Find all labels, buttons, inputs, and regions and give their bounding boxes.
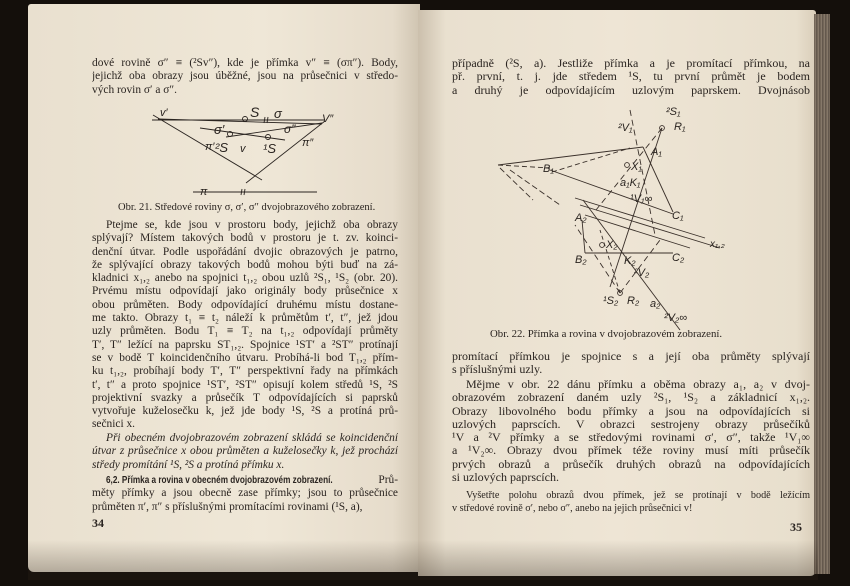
label: A₁	[651, 146, 662, 158]
text-line: prvých obrazů a průsečík druhých obrazů na odpovídajících	[452, 457, 810, 471]
label: ²V₂	[634, 267, 650, 279]
figure-21	[152, 115, 325, 195]
label: a₂	[650, 298, 661, 310]
text-line: si uzlových paprscích.	[452, 471, 559, 485]
text-line: případně (²S, a). Jestliže přímka a je promítací přímkou, na	[452, 57, 810, 70]
label: ²V₁	[618, 122, 633, 134]
text-line: s příslušnými uzly.	[452, 363, 543, 377]
figure-22-caption: Obr. 22. Přímka a rovina v dvojobrazovém zobrazení.	[490, 328, 723, 340]
text-line: Ptejme se, kde jsou v prostoru body, jejichž oba obrazy	[106, 219, 398, 231]
text-line: kladnici x₁,₂ anebo na spojnici t₁,₂ obou uzlů ²S₁, ¹S₂ (obr. 20).	[92, 272, 398, 285]
figure-21-caption: Obr. 21. Středové roviny σ, σ′, σ″ dvojobrazového zobrazení.	[118, 202, 376, 213]
text-line: splývají? Místem takových bodů v prostoru je t. zv. koinci-	[92, 232, 398, 245]
ray-A1	[498, 147, 643, 165]
label: C₁	[672, 210, 684, 222]
text-line: středy promítání ¹S, ²S a protíná přímku x.	[92, 458, 285, 471]
S-point	[243, 117, 248, 122]
text-line: T′, T″ ležící na paprsku ST₁,₂. Spojnice ¹ST′ a ²ST″ protínají	[92, 338, 398, 351]
tick-mark	[244, 189, 245, 195]
tick-mark	[241, 189, 242, 195]
text-line: vytvořuje kuželosečku k, jež jde body ¹S, ²S a protíná prů-	[92, 405, 398, 418]
text-line: uzlových paprscích. V obrazci sestrojeny obrazy průsečíků	[452, 417, 810, 431]
label: σ″	[284, 122, 296, 136]
label: A₂	[575, 212, 587, 224]
label: v′	[160, 107, 168, 119]
text-line: sečnici x.	[92, 418, 136, 431]
text-line: ku t₁,₂, probíhají body T′, T″ perspektivní řady na přímkách	[92, 365, 398, 378]
text-line: projektivní svazky a průsečík T odpovídajících si paprsků	[92, 391, 398, 404]
label: X₁	[631, 161, 642, 173]
text-line: t′, t″ a proto spojnice ¹ST′, ²ST″ opisují kolem středů ¹S, ²S	[92, 378, 398, 391]
label: ²V₂∞	[664, 312, 688, 324]
text-line: jejichž oba obrazy jsou úběžné, jsou na průsečnici v středo-	[92, 70, 398, 83]
label: B₂	[575, 254, 587, 266]
text-line: průměten π′, π″ s příslušnými promítacími rovinami (¹S, a),	[92, 500, 363, 513]
text-line: že splývající obrazy takových bodů mohou býti buď na zá-	[92, 258, 398, 271]
page-number-right: 35	[790, 520, 802, 534]
text-line: ¹V a ²V přímky a se středovými rovinami σ′, σ″, takže ¹V₁∞	[452, 431, 810, 445]
text-line: me takto. Obrazy t₁ ≡ t₂ náleží k průmětům t′, t″, jež jdou	[92, 312, 398, 325]
text-line: útvar z průsečnice x obou průměten a kuželosečky k, jež prochází	[92, 445, 398, 458]
label: v	[240, 143, 246, 155]
label: B₁	[543, 163, 554, 175]
text-line: v středové rovině σ′, nebo σ″, anebo na jejich průsečnici v!	[452, 503, 693, 514]
text-line: uzly průměten. Bodu T₁ ≡ T₂ na t₁,₂ odpovídají průměty	[92, 325, 398, 338]
text-line: a ¹V₂∞. Obrazy dvou přímek téže roviny musí míti průsečík	[452, 444, 810, 458]
point-X2	[600, 243, 605, 248]
text-line: Mějme v obr. 22 dánu přímku a oběma obrazy a₁, a₂ v dvoj-	[466, 378, 810, 391]
text-line: Prvému místu odpovídají jako originály body průsečnice x	[92, 285, 398, 298]
text-line: a druhý je odpovídajícím uzlovým paprskem. Dvojnásob	[452, 83, 810, 97]
dashed-ray	[500, 168, 533, 200]
text-line: obou průměten. Body odpovídající druhému místu dostane-	[92, 298, 398, 311]
text-line: denční útvar. Podle uspořádání dvojic obrazových je patrno,	[92, 245, 398, 258]
text-line: promítací přímkou je spojnice s a její oba průměty splývají	[452, 350, 810, 363]
label: V″	[322, 113, 334, 125]
label: a₁K₁	[620, 177, 641, 189]
text-line: vých rovin σ′ a σ″.	[92, 83, 177, 96]
point-X1	[625, 163, 630, 168]
text-line: dové rovině σ″ ≡ (²Sv″), kde je přímka v″ ≡ (σπ″). Body,	[92, 57, 398, 69]
label: ¹S	[263, 141, 276, 156]
line-A2B2	[582, 220, 585, 253]
label: X₂	[606, 239, 618, 251]
label: π′	[205, 141, 215, 153]
label: x₁,₂	[710, 239, 725, 250]
label: π	[200, 186, 208, 198]
label: ²S	[215, 140, 228, 155]
label: ²S₁	[666, 106, 681, 118]
text-line: př. první, t. j. jde středem ¹S, tu první průmět je bodem	[452, 70, 810, 84]
section-heading: 6,2. Přímka a rovina v obecném dvojobrazovém zobrazení.	[106, 474, 333, 486]
label: S	[250, 104, 260, 120]
label: R₁	[674, 121, 686, 133]
label: K₂	[624, 255, 636, 267]
dashed-ray	[510, 170, 560, 205]
dashed-ray	[552, 148, 630, 172]
text-line: měty přímky a jsou obecně zase přímky; jsou to průsečnice	[92, 487, 398, 500]
page-number-left: 34	[92, 516, 104, 530]
label: σ	[274, 106, 282, 121]
label: π″	[302, 137, 314, 149]
text-line: Vyšetřte polohu obrazů dvou přímek, jež se protínají v bodě ležícím	[466, 490, 810, 501]
text-line: Při obecném dvojobrazovém zobrazení skládá se koincidenční	[106, 432, 398, 444]
label: ¹V₁∞	[630, 193, 653, 205]
section-text: Prů-	[378, 474, 398, 486]
label: σ′	[214, 122, 225, 137]
sigma1-line	[200, 128, 285, 140]
label: ¹S₂	[603, 295, 619, 307]
line-B1C1	[550, 170, 673, 214]
text-line: se v bodě T koincidenčního útvaru. Probíhá-li bod T₁,₂ přím-	[92, 351, 398, 364]
label: C₂	[672, 252, 685, 264]
text-line: Obrazy libovolného bodu přímky a jsou na odpovídajících si	[452, 404, 810, 418]
text-line: obrazovém zobrazení daném uzly ²S₁, ¹S₂ a základnicí x₁,₂.	[452, 391, 810, 405]
label: R₂	[627, 295, 640, 307]
